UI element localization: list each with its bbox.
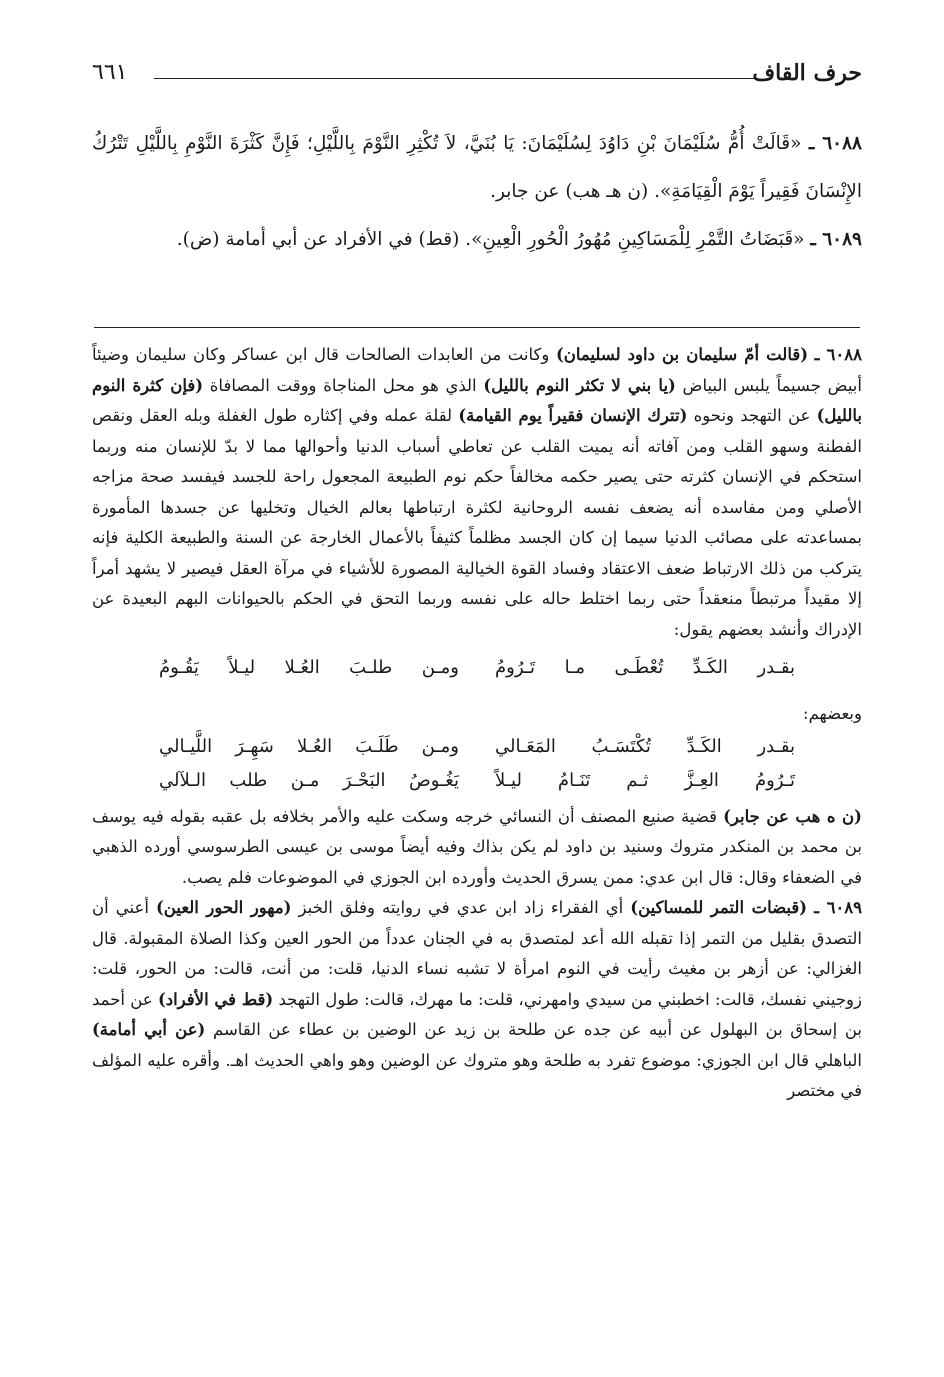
commentary-text: أي الفقراء زاد ابن عدي في روايته وفلق الخبز bbox=[291, 898, 631, 917]
running-header bbox=[92, 56, 862, 92]
commentary-number: ٦٠٨٨ ـ bbox=[814, 345, 862, 364]
commentary-quote: (ن ه هب عن جابر) bbox=[723, 806, 862, 826]
commentary-text: الباهلي قال ابن الجوزي: موضوع تفرد به طلحة وهو متروك عن الوضين وهو واهي الحديث اهـ. وأقره عليه المؤلف في مختصر bbox=[92, 1050, 862, 1100]
commentary-6088 bbox=[92, 340, 862, 645]
verse-second-hemistich: يَغُـوصُ البَحْـرَ مـن طلب الـلآلي bbox=[159, 769, 459, 791]
page-number: ٦٦١ bbox=[92, 60, 128, 85]
poem-intro: وبعضهم: bbox=[803, 704, 862, 723]
commentary-quote: (تترك الإنسان فقيراً يوم القيامة) bbox=[458, 406, 688, 425]
commentary-quote: (قط في الأفراد) bbox=[157, 989, 274, 1009]
verse-second-hemistich: ومـن طَلَـبَ العُـلا سَهِـرَ اللَّيـالي bbox=[159, 735, 459, 757]
commentary-text: عن التهجد ونحوه bbox=[687, 406, 817, 425]
verse-first-hemistich: بقـدر الكَـدِّ تُكْتَسَـبُ المَعَـالي bbox=[495, 735, 795, 757]
poem-verse bbox=[92, 730, 862, 764]
commentary-block bbox=[92, 340, 862, 1107]
commentary-source-note bbox=[92, 802, 862, 894]
hadith-body: «قَبَضَاتُ التَّمْرِ لِلْمَسَاكِينِ مُهُورُ الْحُورِ الْعِينِ». bbox=[465, 229, 805, 250]
footnote-divider bbox=[94, 327, 860, 328]
hadith-body: «قَالَتْ أُمُّ سُلَيْمَانَ بْنِ دَاوُدَ لِسُلَيْمَانَ: يَا بُنَيَّ، لاَ تُكْثِرِ النَّوْمَ بِاللَّيْلِ؛ فَإِنَّ كَثْرَةَ النَّوْمِ بِاللَّيْلِ تَتْرُكُ الإِنْسَانَ فَقِيراً يَوْمَ الْقِيَامَةِ». bbox=[92, 133, 862, 202]
commentary-text: أعني أن التصدق بقليل من التمر إذا تقبله الله أعد لمتصدق به في الجنان عدداً من الحور العين وكذا الصلاة المقبولة. قال الغزالي: عن أزهر بن مغيث رأيت في النوم امرأة لا تشبه نساء الدنيا، قلت: من أنت، قالت: من الحور، قلت: زوجيني نفسك، قالت: اخطبني من سيدي وامهرني، قلت: ما مهرك، قالت: طول التهجد bbox=[92, 898, 862, 1009]
hadith-text-block bbox=[92, 120, 862, 264]
commentary-number: ٦٠٨٩ ـ bbox=[814, 898, 863, 917]
poem-verse bbox=[92, 651, 862, 685]
header-rule bbox=[154, 78, 758, 79]
commentary-text: وكانت من العابدات الصالحات قال ابن عساكر وكان سليمان وضيئاً أبيض جسيماً يلبس البياض bbox=[92, 345, 862, 395]
poem-verse bbox=[92, 764, 862, 798]
commentary-quote: (مهور الحور العين) bbox=[155, 898, 292, 917]
section-title: حرف القاف bbox=[752, 60, 862, 86]
verse-first-hemistich: بقـدر الكَـدِّ تُعْطَـى مـا تَـرُومُ bbox=[495, 657, 795, 678]
commentary-text: لقلة عمله وفي إكثاره طول الغفلة وبله العقل ونقص الفطنة وسهو القلب ومن آفاته أنه يميت القلب عن تعاطي أسباب الدنيا وأحوالها مما لا بدّ للإنسان منه وربما استحكم في الإنسان كثرته حتى يصير حكمه مخالفاً حكم نوم الطبيعة المجعول راحة للجسد فيفسد صحة مزاجه الأصلي ومن مفاسده أنه يضعف نفسه الروحانية لكثرة ارتباطها بعالم الخيال وتخليها عن جسدها المأمورة بمساعدته على مصائب الدنيا سيما إن كان الجسد مظلماً كثيفاً بالأعمال الخارجة عن السنة والطبيعة الكلية فإنه يتركب من ذلك الارتباط ضعف الاعتقاد وفساد القوة الخيالية المصورة للأشياء في مرآة العقل فيصير لا يشهد أمراً إلا مقيداً مرتبطاً منعقداً حتى ربما اختلط حاله على نفسه وربما التحق في الحكم بالحيوانات البهم البعيدة عن الإدراك وأنشد بعضهم يقول: bbox=[92, 406, 862, 639]
hadith-source: (قط) في الأفراد عن أبي أمامة (ض). bbox=[176, 229, 460, 250]
hadith-number: ٦٠٨٨ ـ bbox=[808, 133, 862, 154]
hadith-6089 bbox=[92, 216, 862, 264]
hadith-source: (ن هـ هب) عن جابر. bbox=[490, 181, 649, 202]
commentary-text: عن أحمد بن إسحاق بن البهلول عن أبيه عن جده عن طلحة بن زيد عن الوضين بن عطاء عن القاسم bbox=[92, 989, 862, 1039]
hadith-6088 bbox=[92, 120, 862, 216]
verse-first-hemistich: تَـرُومُ العِـزَّ ثـم تَنَـامُ ليـلاً bbox=[495, 769, 795, 791]
commentary-6089 bbox=[92, 893, 862, 1107]
commentary-quote: (يا بني لا تكثر النوم بالليل) bbox=[483, 375, 676, 395]
commentary-text: الذي هو محل المناجاة ووقت المصافاة bbox=[203, 375, 484, 395]
verse-second-hemistich: ومـن طلـبَ العُـلا ليـلاً يَقُـومُ bbox=[159, 657, 459, 678]
commentary-quote: (قالت أمّ سليمان بن داود لسليمان) bbox=[555, 345, 809, 364]
commentary-quote: (عن أبي أمامة) bbox=[92, 1020, 206, 1039]
commentary-quote: (قبضات التمر للمساكين) bbox=[630, 898, 808, 917]
commentary-quote: (فإن كثرة النوم بالليل) bbox=[92, 375, 863, 425]
poem-block bbox=[92, 699, 862, 798]
commentary-text: قضية صنيع المصنف أن النسائي خرجه وسكت عليه والأمر بخلافه بل عقبه بقوله فيه يوسف بن محمد بن المنكدر متروك وسنيد بن داود لم يكن بذاك وفيه أيضاً موسى بن عيسى الطرسوسي أورده الذهبي في الضعفاء وقال: قال ابن عدي: ممن يسرق الحديث وأورده ابن الجوزي في الموضوعات فلم يصب. bbox=[92, 806, 862, 887]
hadith-number: ٦٠٨٩ ـ bbox=[810, 229, 862, 250]
